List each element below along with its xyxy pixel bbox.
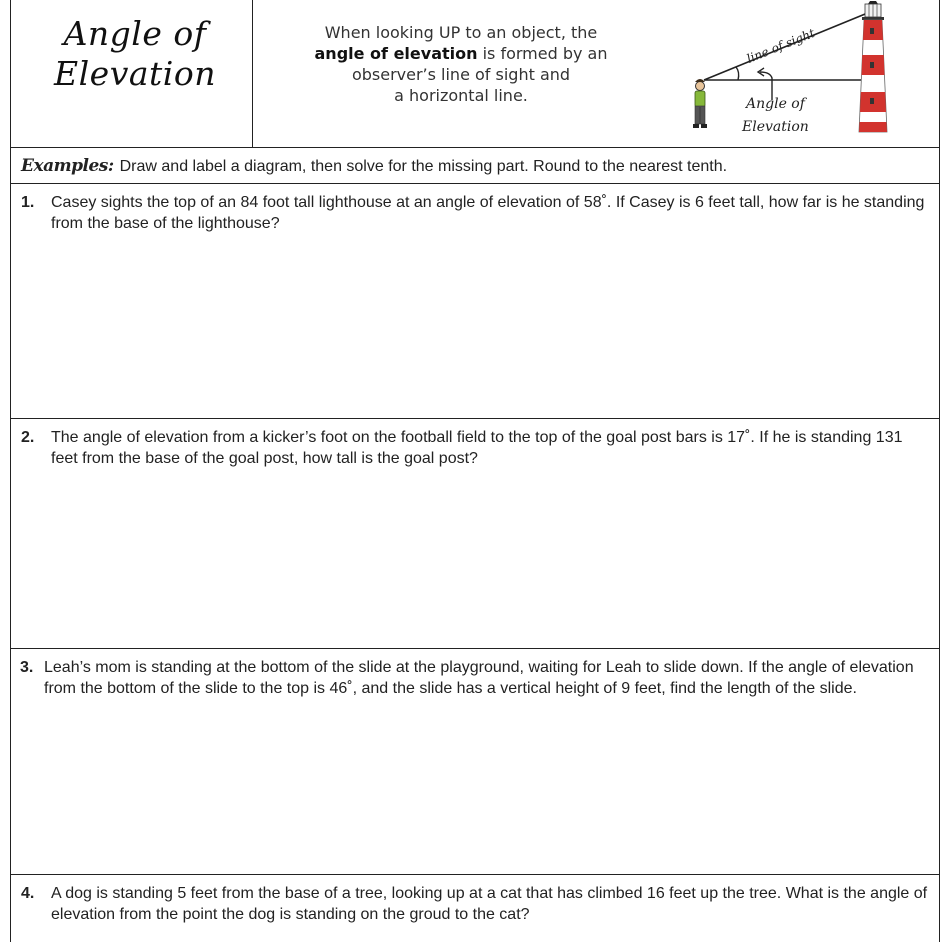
- definition-line-4: a horizontal line.: [394, 86, 528, 105]
- definition-bold-term: angle of elevation: [314, 44, 478, 63]
- angle-label-line-2: Elevation: [742, 119, 809, 135]
- problem-number: 3.: [20, 659, 34, 676]
- examples-instructions: [10, 148, 940, 184]
- problem-number: 4.: [21, 885, 35, 902]
- problem-number: 1.: [21, 194, 35, 211]
- problem-text: The angle of elevation from a kicker’s foot on the football field to the top of the goal post bars is 17˚. If he is standing 131 feet from the base of the goal post, how tall is the goal post?: [51, 429, 903, 467]
- definition-line-2-rest: is formed by an: [477, 44, 608, 63]
- problem-text: Leah’s mom is standing at the bottom of the slide at the playground, waiting for Leah to slide down. If the angle of elevation from the bottom of the slide to the top is 46˚, and the slide has a vertical height of 9 feet, find the length of the slide.: [44, 659, 914, 697]
- header-divider: [252, 0, 253, 148]
- page-title: [35, 14, 235, 94]
- problem-text: Casey sights the top of an 84 foot tall lighthouse at an angle of elevation of 58˚. If Casey is 6 feet tall, how far is he standing from the base of the lighthouse?: [51, 194, 925, 232]
- problem-text: A dog is standing 5 feet from the base of a tree, looking up at a cat that has climbed 16 feet up the tree. What is the angle of elevation from the point the dog is standing on the groud to the cat?: [51, 885, 928, 923]
- problem-4: [10, 875, 940, 942]
- line-of-sight-label: line of sight: [744, 25, 817, 66]
- problem-3: [10, 649, 940, 875]
- title-line-2: Elevation: [54, 54, 216, 93]
- definition-line-1: When looking UP to an object, the: [324, 23, 598, 42]
- problem-1: [10, 184, 940, 419]
- definition-line-2: [301, 43, 621, 64]
- title-line-1: Angle of: [63, 14, 207, 53]
- angle-label-line-1: Angle of: [746, 96, 805, 112]
- observer-figure: [693, 79, 707, 128]
- angle-of-elevation-diagram: [674, 0, 914, 146]
- lighthouse-icon: [859, 1, 887, 132]
- problem-number: 2.: [21, 429, 35, 446]
- definition-line-3: observer’s line of sight and: [351, 65, 571, 84]
- examples-label: Examples:: [21, 156, 114, 176]
- problem-2: [10, 419, 940, 649]
- definition-text: [301, 22, 621, 106]
- examples-text: Draw and label a diagram, then solve for the missing part. Round to the nearest tenth.: [119, 158, 728, 175]
- angle-arc: [736, 67, 739, 80]
